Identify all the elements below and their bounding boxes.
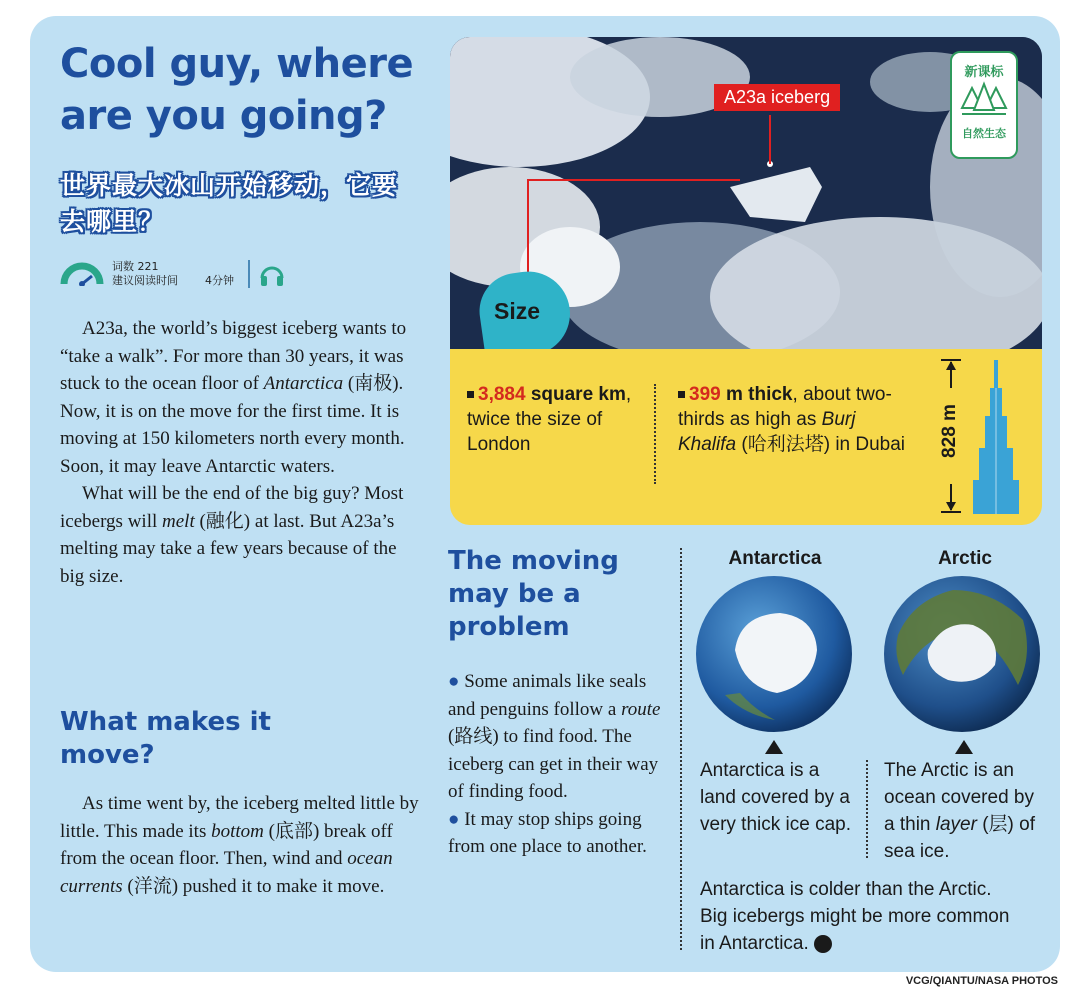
- problem-bullet-1: ● Some animals like seals and penguins follow a route (路线) to find food. The iceberg can get in their way of finding food.: [448, 671, 661, 802]
- article-subtitle-cn: 世界最大冰山开始移动，它要去哪里？: [60, 171, 399, 236]
- arctic-label: Arctic: [938, 548, 992, 569]
- reading-time: 4分钟: [205, 274, 234, 287]
- arctic-pointer-icon: [955, 740, 973, 754]
- reading-meta: [60, 258, 360, 298]
- speedometer-icon: [60, 262, 104, 286]
- trees-icon: [952, 80, 1016, 120]
- antarctica-globe-image: [695, 575, 853, 733]
- word-count: 词数 221: [112, 260, 159, 273]
- intro-paragraph-2: What will be the end of the big guy? Most icebergs will melt (融化) at last. But A23a’s melting may take a few years because of the big size.: [60, 483, 404, 587]
- problem-bullet-2: ● It may stop ships going from one place to another.: [448, 808, 647, 857]
- area-stat: 3,884 square km, twice the size of London: [467, 384, 632, 455]
- arctic-caption: The Arctic is an ocean covered by a thin layer (层) of sea ice.: [884, 760, 1036, 862]
- reading-time-label: 建议阅读时间: [112, 274, 178, 287]
- badge-title: 新课标: [964, 65, 1004, 80]
- size-tag: Size: [494, 298, 541, 324]
- section-heading-what-makes-it-move: What makes it move?: [60, 707, 271, 770]
- intro-text: [60, 315, 425, 590]
- iceberg-label: A23a iceberg: [714, 84, 840, 111]
- thickness-stat: 399 m thick, about two-thirds as high as Burj Khalifa (哈利法塔) in Dubai: [678, 384, 906, 455]
- antarctica-caption: Antarctica is a land covered by a very thick ice cap.: [700, 760, 851, 835]
- logo-icon: [814, 935, 832, 953]
- section-heading-moving-problem: The moving may be a problem: [448, 546, 619, 642]
- column-divider: [680, 548, 682, 950]
- antarctica-label: Antarctica: [728, 548, 822, 569]
- photo-credit: VCG/QIANTU/NASA PHOTOS: [905, 975, 1058, 987]
- section2-bullets: [448, 668, 668, 861]
- caption-divider: [866, 760, 868, 858]
- headphones-icon[interactable]: [258, 260, 286, 288]
- antarctica-pointer-icon: [765, 740, 783, 754]
- meta-divider: [248, 260, 250, 288]
- burj-khalifa-illustration: [970, 358, 1022, 516]
- arctic-globe-image: [883, 575, 1041, 733]
- height-label: 828 m: [939, 404, 960, 458]
- intro-paragraph-1: A23a, the world’s biggest iceberg wants to “take a walk”. For more than 30 years, it was stuck to the ocean floor of Antarctica (南极). Now, it is on the move for the first time. It is moving at 150 kilometers north every month. Soon, it may leave Antarctic waters.: [60, 318, 407, 477]
- article-title: Cool guy, where are you going?: [60, 41, 414, 139]
- stats-divider: [654, 384, 656, 484]
- badge-subtitle: 自然生态: [962, 127, 1006, 140]
- conclusion-text: Antarctica is colder than the Arctic. Big icebergs might be more common in Antarctica.: [700, 879, 1010, 954]
- section1-text: As time went by, the iceberg melted little by little. This made its bottom (底部) break off from the ocean floor. Then, wind and ocean currents (洋流) pushed it to make it move.: [60, 793, 419, 897]
- curriculum-badge: [950, 51, 1018, 159]
